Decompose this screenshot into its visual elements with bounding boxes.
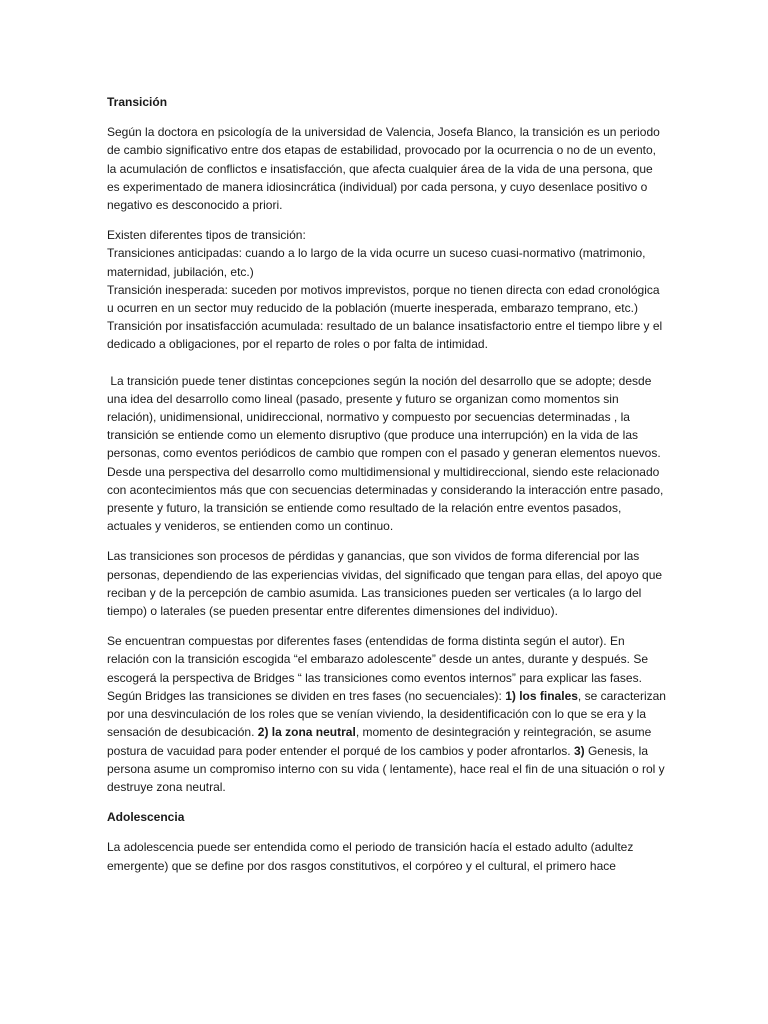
phase-2-label: 2) la zona neutral — [257, 725, 356, 740]
type-inesperada: Transición inesperada: suceden por motivos imprevistos, porque no tienen directa con edad cronológica u ocurren en un sector muy reducido de la población (muerte inesperada, embarazo temprano, etc.) — [107, 282, 660, 316]
heading-adolescencia: Adolescencia — [107, 810, 185, 825]
type-anticipadas: Transiciones anticipadas: cuando a lo largo de la vida ocurre un suceso cuasi-normativo (matrimonio, maternidad, jubilación, etc.) — [107, 246, 646, 279]
type-insatisfaccion: Transición por insatisfacción acumulada: resultado de un balance insatisfactorio entre el tiempo libre y el dedicado a obligaciones, por el reparto de roles o por falta de intimidad. — [107, 319, 663, 352]
paragraph-fases — [107, 632, 667, 796]
phase-1-text: , se caracterizan por una desvinculación de los roles que se venían viviendo, la desidentificación con lo que se era y la sensación de desubicación. — [107, 688, 666, 740]
phase-1-label: 1) los finales — [505, 688, 578, 703]
paragraph-perdidas-ganancias: Las transiciones son procesos de pérdidas y ganancias, que son vividos de forma diferencial por las personas, dependiendo de las experiencias vividas, del significado que tengan para ellas, del apoyo que reciban y de la percepción de cambio asumida. Las transiciones pueden ser verticales (a lo largo del tiempo) o laterales (se pueden presentar entre diferentes dimensiones del individuo). — [107, 549, 663, 619]
types-intro: Existen diferentes tipos de transición: — [107, 228, 306, 243]
heading-transicion: Transición — [107, 95, 168, 109]
phase-2-text: , momento de desintegración y reintegración, se asume postura de vacuidad para poder entender el porqué de los cambios y poder afrontarlos. — [107, 725, 652, 758]
paragraph-definition: Según la doctora en psicología de la universidad de Valencia, Josefa Blanco, la transición es un periodo de cambio significativo entre dos etapas de estabilidad, provocado por la ocurrencia o no de un evento, la acumulación de conflictos e insatisfacción, que afecta cualquier área de la vida de una persona, que es experimentado de manera idiosincrática (individual) por cada persona, y cuyo desenlace positivo o negativo es desconocido a priori. — [107, 125, 660, 213]
phase-3-text: Genesis, la persona asume un compromiso interno con su vida ( lentamente), hace real el fin de una situación o rol y destruye zona neutral. — [107, 743, 665, 794]
paragraph-concepciones: La transición puede tener distintas concepciones según la noción del desarrollo que se adopte; desde una idea del desarrollo como lineal (pasado, presente y futuro se organizan como momentos sin relación), unidimensional, unidireccional, normativo y compuesto por secuencias determinadas , la transición se entiende como un elemento disruptivo (que produce una interrupción) en la vida de las personas, como eventos periódicos de cambio que rompen con el pasado y generan elementos nuevos. Desde una perspectiva del desarrollo como multidimensional y multidireccional, siendo este relacionado con acontecimientos más que con secuencias determinadas y considerando la interacción entre pasado, presente y futuro, la transición se entiende como resultado de la relación entre eventos pasados, actuales y venideros, se entienden como un continuo. — [107, 373, 664, 534]
transition-types-list — [107, 226, 667, 353]
paragraph-adolescencia: La adolescencia puede ser entendida como el periodo de transición hacía el estado adulto (adultez emergente) que se define por dos rasgos constitutivos, el corpóreo y el cultural, el primero hace — [107, 840, 634, 873]
phase-3-label: 3) — [573, 743, 585, 758]
fases-intro: Se encuentran compuestas por diferentes fases (entendidas de forma distinta según el autor). En relación con la transición escogida “el embarazo adolescente” desde un antes, durante y después. Se escogerá la perspectiva de Bridges “ las transiciones como eventos internos” para explicar las fases. Según Bridges las transiciones se dividen en tres fases (no secuenciales): — [107, 634, 649, 703]
document-page — [107, 93, 667, 887]
